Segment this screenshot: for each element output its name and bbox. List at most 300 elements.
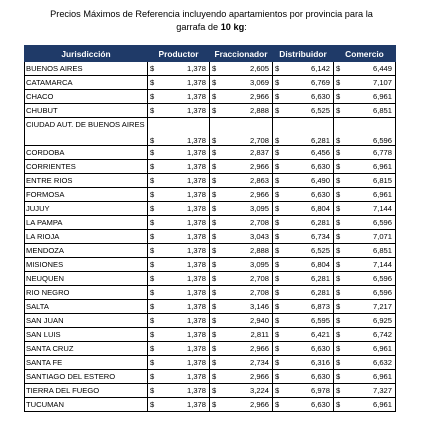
productor-price-cell: [148, 258, 210, 272]
title-line-1: Precios Máximos de Referencia incluyendo apartamientos por provincia para la: [50, 9, 373, 19]
currency-symbol: $: [336, 204, 341, 213]
distribuidor-price-cell: [273, 160, 334, 174]
jurisdiction-cell: CORRIENTES: [25, 160, 148, 174]
price-value: 6,961: [372, 372, 392, 381]
fraccionador-price-cell: [210, 286, 273, 300]
fraccionador-price-cell: [210, 202, 273, 216]
price-value: 1,378: [186, 136, 206, 145]
currency-symbol: $: [150, 92, 155, 101]
productor-price-cell: [148, 216, 210, 230]
currency-symbol: $: [212, 330, 217, 339]
jurisdiction-cell: LA PAMPA: [25, 216, 148, 230]
table-row: [25, 118, 396, 146]
price-value: 1,378: [186, 232, 206, 241]
currency-symbol: $: [336, 246, 341, 255]
jurisdiction-cell: SALTA: [25, 300, 148, 314]
productor-price-cell: [148, 398, 210, 412]
table-row: [25, 216, 396, 230]
table-body: [25, 62, 396, 412]
jurisdiction-cell: CATAMARCA: [25, 76, 148, 90]
currency-symbol: $: [275, 106, 280, 115]
document-title: [0, 8, 423, 34]
currency-symbol: $: [150, 148, 155, 157]
currency-symbol: $: [212, 400, 217, 409]
price-value: 1,378: [186, 344, 206, 353]
table-row: [25, 258, 396, 272]
price-value: 1,378: [186, 162, 206, 171]
comercio-price-cell: [334, 398, 396, 412]
column-header-comercio: Comercio: [334, 46, 396, 62]
currency-symbol: $: [150, 358, 155, 367]
fraccionador-price-cell: [210, 258, 273, 272]
jurisdiction-cell: CORDOBA: [25, 146, 148, 160]
price-value: 6,630: [310, 344, 330, 353]
distribuidor-price-cell: [273, 104, 334, 118]
distribuidor-price-cell: [273, 356, 334, 370]
price-value: 6,142: [310, 64, 330, 73]
price-value: 6,961: [372, 400, 392, 409]
price-value: 1,378: [186, 260, 206, 269]
currency-symbol: $: [212, 386, 217, 395]
price-value: 2,888: [249, 106, 269, 115]
productor-price-cell: [148, 328, 210, 342]
price-value: 2,605: [249, 64, 269, 73]
table-row: [25, 300, 396, 314]
price-value: 2,966: [249, 400, 269, 409]
price-value: 6,630: [310, 92, 330, 101]
currency-symbol: $: [275, 162, 280, 171]
currency-symbol: $: [336, 358, 341, 367]
distribuidor-price-cell: [273, 314, 334, 328]
fraccionador-price-cell: [210, 104, 273, 118]
currency-symbol: $: [150, 316, 155, 325]
price-value: 6,851: [372, 246, 392, 255]
price-value: 7,107: [372, 78, 392, 87]
productor-price-cell: [148, 118, 210, 146]
price-value: 2,966: [249, 344, 269, 353]
distribuidor-price-cell: [273, 76, 334, 90]
currency-symbol: $: [212, 136, 217, 145]
currency-symbol: $: [150, 136, 155, 145]
column-header-fraccionador: Fraccionador: [210, 46, 273, 62]
currency-symbol: $: [275, 64, 280, 73]
currency-symbol: $: [336, 232, 341, 241]
fraccionador-price-cell: [210, 328, 273, 342]
price-value: 6,525: [310, 246, 330, 255]
comercio-price-cell: [334, 370, 396, 384]
comercio-price-cell: [334, 300, 396, 314]
jurisdiction-cell: SANTA CRUZ: [25, 342, 148, 356]
table-row: [25, 76, 396, 90]
price-value: 6,961: [372, 190, 392, 199]
comercio-price-cell: [334, 76, 396, 90]
table-header-row: [25, 46, 396, 62]
price-value: 6,281: [310, 288, 330, 297]
table-row: [25, 160, 396, 174]
comercio-price-cell: [334, 104, 396, 118]
table-row: [25, 146, 396, 160]
price-value: 1,378: [186, 288, 206, 297]
productor-price-cell: [148, 244, 210, 258]
price-value: 2,708: [249, 288, 269, 297]
currency-symbol: $: [275, 372, 280, 381]
table-row: [25, 104, 396, 118]
price-value: 2,837: [249, 148, 269, 157]
distribuidor-price-cell: [273, 286, 334, 300]
price-value: 6,281: [310, 274, 330, 283]
table-row: [25, 370, 396, 384]
price-value: 2,940: [249, 316, 269, 325]
productor-price-cell: [148, 160, 210, 174]
fraccionador-price-cell: [210, 244, 273, 258]
distribuidor-price-cell: [273, 146, 334, 160]
price-value: 2,708: [249, 274, 269, 283]
distribuidor-price-cell: [273, 300, 334, 314]
table-row: [25, 90, 396, 104]
currency-symbol: $: [212, 218, 217, 227]
price-value: 6,316: [310, 358, 330, 367]
table-row: [25, 202, 396, 216]
price-value: 7,071: [372, 232, 392, 241]
currency-symbol: $: [212, 372, 217, 381]
price-value: 1,378: [186, 204, 206, 213]
productor-price-cell: [148, 146, 210, 160]
price-value: 6,851: [372, 106, 392, 115]
price-value: 6,873: [310, 302, 330, 311]
fraccionador-price-cell: [210, 342, 273, 356]
price-value: 6,769: [310, 78, 330, 87]
currency-symbol: $: [275, 358, 280, 367]
table-row: [25, 174, 396, 188]
price-value: 1,378: [186, 330, 206, 339]
currency-symbol: $: [336, 330, 341, 339]
price-value: 6,961: [372, 344, 392, 353]
jurisdiction-cell: TIERRA DEL FUEGO: [25, 384, 148, 398]
productor-price-cell: [148, 300, 210, 314]
price-value: 6,804: [310, 260, 330, 269]
title-line-2-prefix: garrafa de: [176, 22, 221, 32]
distribuidor-price-cell: [273, 370, 334, 384]
comercio-price-cell: [334, 118, 396, 146]
productor-price-cell: [148, 76, 210, 90]
jurisdiction-cell: LA RIOJA: [25, 230, 148, 244]
fraccionador-price-cell: [210, 62, 273, 76]
table-row: [25, 384, 396, 398]
currency-symbol: $: [150, 330, 155, 339]
currency-symbol: $: [275, 190, 280, 199]
currency-symbol: $: [336, 386, 341, 395]
fraccionador-price-cell: [210, 356, 273, 370]
price-value: 6,596: [372, 218, 392, 227]
currency-symbol: $: [336, 176, 341, 185]
jurisdiction-cell: SAN JUAN: [25, 314, 148, 328]
price-value: 1,378: [186, 316, 206, 325]
fraccionador-price-cell: [210, 300, 273, 314]
price-value: 2,708: [249, 136, 269, 145]
productor-price-cell: [148, 230, 210, 244]
currency-symbol: $: [275, 344, 280, 353]
price-value: 1,378: [186, 372, 206, 381]
table-row: [25, 398, 396, 412]
currency-symbol: $: [212, 302, 217, 311]
price-value: 6,804: [310, 204, 330, 213]
price-value: 2,734: [249, 358, 269, 367]
currency-symbol: $: [275, 136, 280, 145]
distribuidor-price-cell: [273, 244, 334, 258]
column-header-jurisdiccion: Jurisdicción: [25, 46, 148, 62]
price-value: 6,281: [310, 218, 330, 227]
currency-symbol: $: [275, 176, 280, 185]
price-value: 6,595: [310, 316, 330, 325]
productor-price-cell: [148, 314, 210, 328]
price-value: 2,888: [249, 246, 269, 255]
currency-symbol: $: [336, 148, 341, 157]
productor-price-cell: [148, 356, 210, 370]
currency-symbol: $: [275, 78, 280, 87]
productor-price-cell: [148, 188, 210, 202]
distribuidor-price-cell: [273, 62, 334, 76]
price-value: 6,961: [372, 162, 392, 171]
comercio-price-cell: [334, 160, 396, 174]
distribuidor-price-cell: [273, 342, 334, 356]
comercio-price-cell: [334, 272, 396, 286]
price-value: 6,742: [372, 330, 392, 339]
price-value: 2,966: [249, 372, 269, 381]
currency-symbol: $: [212, 344, 217, 353]
currency-symbol: $: [150, 372, 155, 381]
currency-symbol: $: [275, 260, 280, 269]
currency-symbol: $: [150, 64, 155, 73]
price-value: 2,966: [249, 92, 269, 101]
price-value: 6,925: [372, 316, 392, 325]
comercio-price-cell: [334, 244, 396, 258]
distribuidor-price-cell: [273, 118, 334, 146]
fraccionador-price-cell: [210, 314, 273, 328]
currency-symbol: $: [336, 78, 341, 87]
price-value: 3,224: [249, 386, 269, 395]
jurisdiction-cell: SAN LUIS: [25, 328, 148, 342]
currency-symbol: $: [275, 274, 280, 283]
table-row: [25, 230, 396, 244]
currency-symbol: $: [275, 316, 280, 325]
jurisdiction-cell: ENTRE RIOS: [25, 174, 148, 188]
currency-symbol: $: [150, 400, 155, 409]
productor-price-cell: [148, 342, 210, 356]
currency-symbol: $: [336, 106, 341, 115]
comercio-price-cell: [334, 202, 396, 216]
price-value: 1,378: [186, 190, 206, 199]
currency-symbol: $: [212, 162, 217, 171]
price-value: 6,596: [372, 136, 392, 145]
price-value: 1,378: [186, 106, 206, 115]
currency-symbol: $: [212, 106, 217, 115]
price-value: 3,146: [249, 302, 269, 311]
comercio-price-cell: [334, 62, 396, 76]
distribuidor-price-cell: [273, 384, 334, 398]
comercio-price-cell: [334, 384, 396, 398]
price-value: 2,863: [249, 176, 269, 185]
price-value: 3,095: [249, 260, 269, 269]
currency-symbol: $: [150, 246, 155, 255]
table-row: [25, 244, 396, 258]
price-value: 6,778: [372, 148, 392, 157]
price-value: 2,811: [250, 330, 269, 339]
currency-symbol: $: [336, 316, 341, 325]
currency-symbol: $: [212, 288, 217, 297]
distribuidor-price-cell: [273, 202, 334, 216]
currency-symbol: $: [212, 190, 217, 199]
price-value: 1,378: [186, 358, 206, 367]
distribuidor-price-cell: [273, 216, 334, 230]
price-value: 6,596: [372, 274, 392, 283]
fraccionador-price-cell: [210, 230, 273, 244]
distribuidor-price-cell: [273, 272, 334, 286]
price-value: 1,378: [186, 92, 206, 101]
currency-symbol: $: [275, 302, 280, 311]
fraccionador-price-cell: [210, 146, 273, 160]
fraccionador-price-cell: [210, 216, 273, 230]
currency-symbol: $: [275, 204, 280, 213]
title-line-2-suffix: :: [244, 22, 247, 32]
fraccionador-price-cell: [210, 174, 273, 188]
price-value: 3,095: [249, 204, 269, 213]
currency-symbol: $: [336, 136, 341, 145]
fraccionador-price-cell: [210, 272, 273, 286]
comercio-price-cell: [334, 286, 396, 300]
price-value: 6,449: [372, 64, 392, 73]
currency-symbol: $: [150, 386, 155, 395]
productor-price-cell: [148, 62, 210, 76]
comercio-price-cell: [334, 90, 396, 104]
productor-price-cell: [148, 272, 210, 286]
price-value: 1,378: [186, 176, 206, 185]
currency-symbol: $: [336, 372, 341, 381]
table-row: [25, 342, 396, 356]
price-value: 6,630: [310, 190, 330, 199]
price-value: 1,378: [186, 64, 206, 73]
comercio-price-cell: [334, 258, 396, 272]
jurisdiction-cell: MENDOZA: [25, 244, 148, 258]
column-header-productor: Productor: [148, 46, 210, 62]
distribuidor-price-cell: [273, 328, 334, 342]
comercio-price-cell: [334, 342, 396, 356]
jurisdiction-cell: FORMOSA: [25, 188, 148, 202]
jurisdiction-cell: TUCUMAN: [25, 398, 148, 412]
currency-symbol: $: [150, 162, 155, 171]
currency-symbol: $: [275, 386, 280, 395]
currency-symbol: $: [212, 260, 217, 269]
distribuidor-price-cell: [273, 258, 334, 272]
price-value: 7,217: [372, 302, 392, 311]
currency-symbol: $: [150, 274, 155, 283]
currency-symbol: $: [336, 218, 341, 227]
price-value: 6,421: [310, 330, 330, 339]
currency-symbol: $: [150, 232, 155, 241]
productor-price-cell: [148, 90, 210, 104]
price-table: [24, 45, 396, 412]
jurisdiction-cell: JUJUY: [25, 202, 148, 216]
comercio-price-cell: [334, 230, 396, 244]
price-value: 6,596: [372, 288, 392, 297]
price-value: 6,734: [310, 232, 330, 241]
price-value: 6,630: [310, 400, 330, 409]
price-value: 6,632: [372, 358, 392, 367]
price-value: 2,966: [249, 162, 269, 171]
fraccionador-price-cell: [210, 76, 273, 90]
jurisdiction-cell: NEUQUEN: [25, 272, 148, 286]
table-row: [25, 314, 396, 328]
price-value: 1,378: [186, 78, 206, 87]
currency-symbol: $: [212, 78, 217, 87]
currency-symbol: $: [336, 288, 341, 297]
currency-symbol: $: [212, 232, 217, 241]
fraccionador-price-cell: [210, 160, 273, 174]
currency-symbol: $: [336, 344, 341, 353]
currency-symbol: $: [212, 246, 217, 255]
fraccionador-price-cell: [210, 188, 273, 202]
comercio-price-cell: [334, 216, 396, 230]
currency-symbol: $: [212, 274, 217, 283]
productor-price-cell: [148, 202, 210, 216]
comercio-price-cell: [334, 174, 396, 188]
jurisdiction-cell: CHACO: [25, 90, 148, 104]
currency-symbol: $: [275, 218, 280, 227]
price-value: 2,966: [249, 190, 269, 199]
title-line-2: [0, 21, 423, 34]
currency-symbol: $: [150, 260, 155, 269]
productor-price-cell: [148, 286, 210, 300]
comercio-price-cell: [334, 314, 396, 328]
currency-symbol: $: [212, 64, 217, 73]
price-value: 2,708: [249, 218, 269, 227]
price-value: 6,815: [372, 176, 392, 185]
currency-symbol: $: [150, 344, 155, 353]
price-value: 7,144: [372, 204, 392, 213]
currency-symbol: $: [150, 204, 155, 213]
currency-symbol: $: [212, 148, 217, 157]
distribuidor-price-cell: [273, 398, 334, 412]
table-row: [25, 356, 396, 370]
comercio-price-cell: [334, 328, 396, 342]
table-row: [25, 328, 396, 342]
jurisdiction-cell: CHUBUT: [25, 104, 148, 118]
price-value: 6,978: [310, 386, 330, 395]
currency-symbol: $: [150, 288, 155, 297]
currency-symbol: $: [336, 302, 341, 311]
column-header-distribuidor: Distribuidor: [273, 46, 334, 62]
distribuidor-price-cell: [273, 174, 334, 188]
currency-symbol: $: [336, 400, 341, 409]
currency-symbol: $: [212, 358, 217, 367]
table-row: [25, 272, 396, 286]
jurisdiction-cell: SANTIAGO DEL ESTERO: [25, 370, 148, 384]
price-value: 1,378: [186, 218, 206, 227]
currency-symbol: $: [336, 260, 341, 269]
productor-price-cell: [148, 174, 210, 188]
price-value: 1,378: [186, 386, 206, 395]
price-value: 6,630: [310, 372, 330, 381]
comercio-price-cell: [334, 356, 396, 370]
fraccionador-price-cell: [210, 90, 273, 104]
currency-symbol: $: [275, 288, 280, 297]
productor-price-cell: [148, 384, 210, 398]
fraccionador-price-cell: [210, 384, 273, 398]
productor-price-cell: [148, 370, 210, 384]
currency-symbol: $: [150, 78, 155, 87]
jurisdiction-cell: BUENOS AIRES: [25, 62, 148, 76]
currency-symbol: $: [336, 92, 341, 101]
price-value: 7,144: [372, 260, 392, 269]
